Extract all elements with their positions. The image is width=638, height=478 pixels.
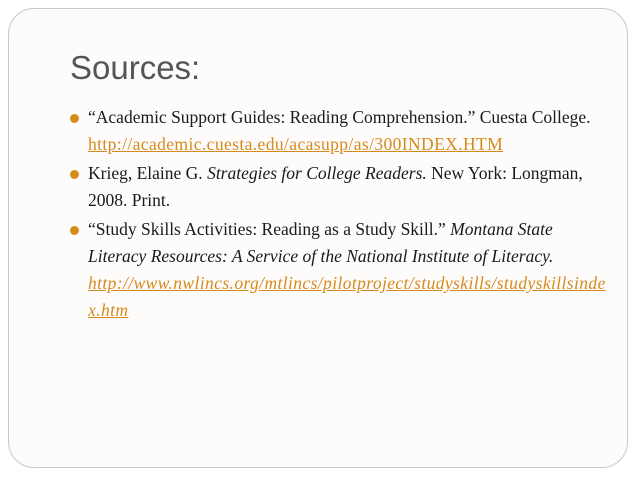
source-link-cuesta[interactable]: http://academic.cuesta.edu/acasupp/as/300INDEX.HTM <box>88 134 504 154</box>
bullet-icon <box>70 114 79 123</box>
source-item-study-skills <box>70 216 615 324</box>
source-link-nwlincs[interactable]: http://www.nwlincs.org/mtlincs/pilotproject/studyskills/studyskillsindex.htm <box>88 273 606 320</box>
slide-title: Sources: <box>70 49 201 86</box>
bullet-icon <box>70 226 79 235</box>
source-publisher: New York: Longman, 2008. Print. <box>88 163 583 210</box>
sources-list <box>70 104 615 326</box>
source-book-title: Strategies for College Readers. <box>207 163 427 183</box>
bullet-icon <box>70 170 79 179</box>
source-text: “Study Skills Activities: Reading as a Study Skill.” <box>88 219 451 239</box>
source-text: “Academic Support Guides: Reading Comprehension.” Cuesta College. <box>88 107 591 127</box>
source-item-krieg <box>70 160 615 214</box>
source-publication: Montana State Literacy Resources: A Service of the National Institute of Literacy. <box>88 219 554 266</box>
source-item-academic-support <box>70 104 615 158</box>
source-author: Krieg, Elaine G. <box>88 163 208 183</box>
